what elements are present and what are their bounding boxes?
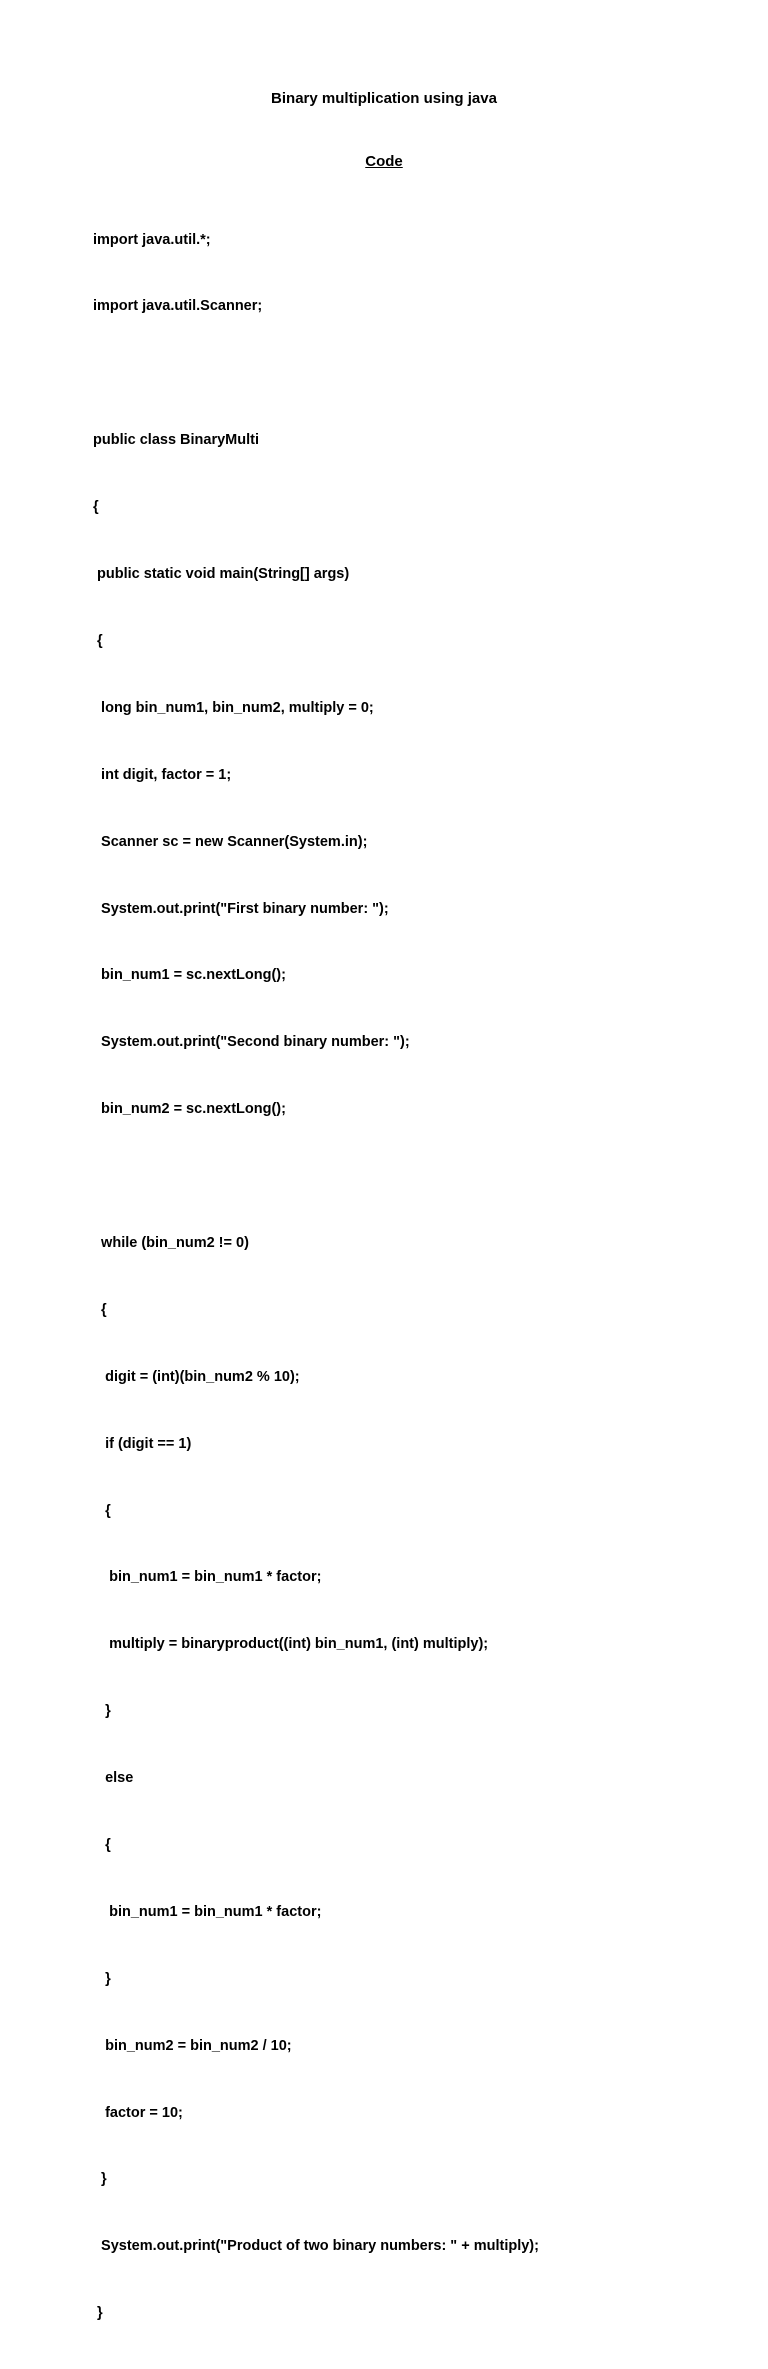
code-line: {: [93, 499, 99, 516]
code-line: System.out.print("Product of two binary numbers: " + multiply);: [93, 2238, 539, 2255]
code-line: System.out.print("First binary number: ");: [93, 900, 389, 917]
code-line: multiply = binaryproduct((int) bin_num1, (int) multiply);: [93, 1636, 489, 1653]
code-line: [93, 1165, 713, 1187]
code-line: public static void main(String[] args): [93, 566, 350, 583]
code-line: [93, 362, 713, 384]
code-line: bin_num1 = sc.nextLong();: [93, 967, 286, 984]
code-line: {: [93, 1301, 107, 1318]
code-line: {: [93, 1836, 111, 1853]
code-line: digit = (int)(bin_num2 % 10);: [93, 1368, 300, 1385]
code-line: }: [93, 2171, 107, 2188]
code-line: System.out.print("Second binary number: ");: [93, 1034, 410, 1051]
code-line: else: [93, 1770, 134, 1787]
code-line: {: [93, 632, 103, 649]
code-block: [93, 184, 713, 2369]
document-title: Binary multiplication using java: [271, 90, 497, 107]
code-line: while (bin_num2 != 0): [93, 1234, 249, 1251]
code-line: bin_num1 = bin_num1 * factor;: [93, 1903, 322, 1920]
code-line: factor = 10;: [93, 2104, 183, 2121]
section-heading-code: Code: [365, 153, 403, 170]
code-line: {: [93, 1502, 111, 1519]
code-line: import java.util.*;: [93, 231, 211, 248]
code-line: public class BinaryMulti: [93, 432, 259, 449]
code-line: bin_num2 = bin_num2 / 10;: [93, 2037, 292, 2054]
code-line: import java.util.Scanner;: [93, 298, 263, 315]
code-line: if (digit == 1): [93, 1435, 192, 1452]
code-line: int digit, factor = 1;: [93, 766, 232, 783]
code-line: }: [93, 1703, 111, 1720]
code-line: bin_num2 = sc.nextLong();: [93, 1101, 286, 1118]
code-line: Scanner sc = new Scanner(System.in);: [93, 833, 368, 850]
code-line: }: [93, 1970, 111, 1987]
code-line: bin_num1 = bin_num1 * factor;: [93, 1569, 322, 1586]
code-line: long bin_num1, bin_num2, multiply = 0;: [93, 699, 374, 716]
code-line: }: [93, 2305, 103, 2322]
